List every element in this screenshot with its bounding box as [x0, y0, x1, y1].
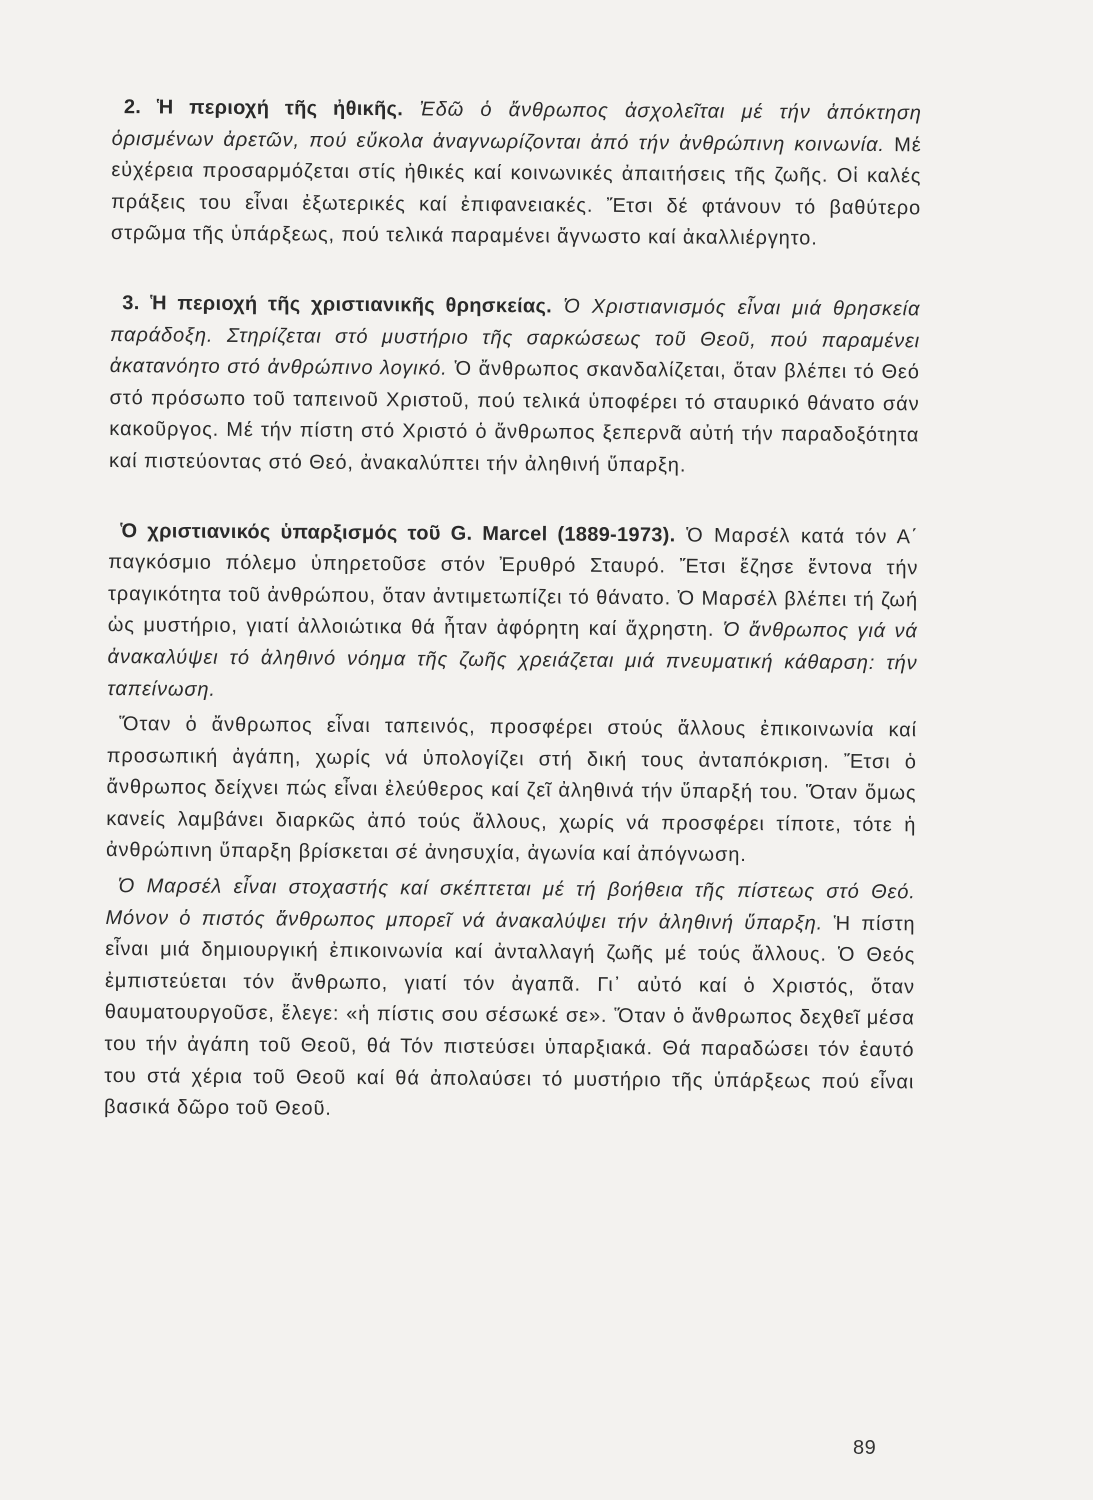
section-ethics-text: Μέ εὐχέρεια προσαρμόζεται στίς ἠθικές καί κοινωνικές ἀπαιτήσεις τῆς ζωῆς. Οἱ καλές πράξεις του εἶναι ἐξωτερικές καί ἐπιφανειακές. Ἔτσι δέ φτάνουν τό βαθύτερο στρῶμα τῆς ὑπάρξεως, πού τελικά παραμένει ἄγνωστο καί ἀκαλλιέργητο.: [110, 133, 922, 250]
section-marcel: [107, 516, 918, 712]
page-number: 89: [853, 1437, 877, 1459]
section-marcel-text: Ὁ Μαρσέλ κατά τόν Α΄ παγκόσμιο πόλεμο ὑπηρετοῦσε στόν Ἐρυθρό Σταυρό. Ἔτσι ἔζησε ἔντονα τήν τραγικότητα τοῦ ἀνθρώπου, ὅταν ἀντιμετωπίζει τό θάνατο. Ὁ Μαρσέλ βλέπει τή ζωή ὡς μυστήριο, γιατί ἀλλοιώτικα θά ἦταν ἀφόρητη καί ἄχρηστη.: [107, 524, 919, 642]
page-body: [104, 92, 922, 1130]
paragraph-faith: [104, 871, 916, 1130]
section-marcel-heading: Ὁ χριστιανικός ὑπαρξισμός τοῦ G. Marcel (1889-1973).: [120, 519, 676, 546]
paragraph-faith-italic: Ὁ Μαρσέλ εἶναι στοχαστής καί σκέπτεται μέ τή βοήθεια τῆς πίστεως στό Θεό. Μόνον ὁ πιστός ἄνθρωπος μπορεῖ νά ἀνακαλύψει τήν ἀληθινή ὕπαρξη.: [105, 875, 916, 935]
section-christian-religion: [109, 288, 920, 484]
section-ethics: [111, 92, 922, 256]
section-ethics-italic: Ἐδῶ ὁ ἄνθρωπος ἀσχολεῖται μέ τήν ἀπόκτηση ὁρισμένων ἀρετῶν, πού εὔκολα ἀναγνωρίζονται ἀπό τήν ἀνθρώπινη κοινωνία.: [111, 98, 922, 156]
section-ethics-heading: 2. Ἡ περιοχή τῆς ἠθικῆς.: [123, 96, 404, 121]
paragraph-faith-text: Ἡ πίστη εἶναι μιά δημιουργική ἐπικοινωνία καί ἀνταλλαγή ζωῆς μέ τούς ἄλλους. Ὁ Θεός ἐμπιστεύεται τόν ἄνθρωπο, γιατί τόν ἀγαπᾶ. Γι᾿ αὐτό καί ὁ Χριστός, ὅταν θαυματουργοῦσε, ἔλεγε: «ἡ πίστις σου σέσωκέ σε». Ὅταν ὁ ἄνθρωπος δεχθεῖ μέσα του τήν ἀγάπη τοῦ Θεοῦ, θά Τόν πιστεύσει ὑπαρξιακά. Θά παραδώσει τόν ἑαυτό του στά χέρια τοῦ Θεοῦ καί θά ἀπολαύσει τό μυστήριο τῆς ὑπάρξεως πού εἶναι βασικά δῶρο τοῦ Θεοῦ.: [103, 912, 916, 1120]
paragraph-humility-text: Ὅταν ὁ ἄνθρωπος εἶναι ταπεινός, προσφέρει στούς ἄλλους ἐπικοινωνία καί προσωπική ἀγάπη, χωρίς νά ὑπολογίζει στή δική τους ἀνταπόκριση. Ἔτσι ὁ ἄνθρωπος δείχνει πώς εἶναι ἐλεύθερος καί ζεῖ ἀληθινά τήν ὕπαρξή του. Ὅταν ὅμως κανείς λαμβάνει διαρκῶς ἀπό τούς ἄλλους, χωρίς νά προσφέρει τίποτε, τότε ἡ ἀνθρώπινη ὕπαρξη βρίσκεται σέ ἀνησυχία, ἀγωνία καί ἀπόγνωση.: [105, 713, 918, 867]
section-marcel-italic: Ὁ ἄνθρωπος γιά νά ἀνακαλύψει τό ἀληθινό νόημα τῆς ζωῆς χρειάζεται μιά πνευματική κάθαρση: τήν ταπείνωση.: [107, 619, 918, 701]
section-christian-religion-text: Ὁ ἄνθρωπος σκανδαλίζεται, ὅταν βλέπει τό Θεό στό πρόσωπο τοῦ ταπεινοῦ Χριστοῦ, πού τελικά ὑποφέρει τό σταυρικό θάνατο σάν κακοῦργος. Μέ τήν πίστη στό Χριστό ὁ ἄνθρωπος ξεπερνᾶ αὐτή τήν παραδοξότητα καί πιστεύοντας στό Θεό, ἀνακαλύπτει τήν ἀληθινή ὕπαρξη.: [109, 357, 920, 477]
section-christian-religion-italic: Ὁ Χριστιανισμός εἶναι μιά θρησκεία παράδοξη. Στηρίζεται στό μυστήριο τῆς σαρκώσεως τοῦ Θεοῦ, πού παραμένει ἀκατανόητο στό ἀνθρώπινο λογικό.: [109, 295, 921, 380]
section-christian-religion-heading: 3. Ἡ περιοχή τῆς χριστιανικῆς θρησκείας.: [122, 292, 553, 318]
paragraph-humility: [106, 709, 917, 873]
spacer: [109, 478, 919, 522]
spacer: [110, 250, 920, 294]
